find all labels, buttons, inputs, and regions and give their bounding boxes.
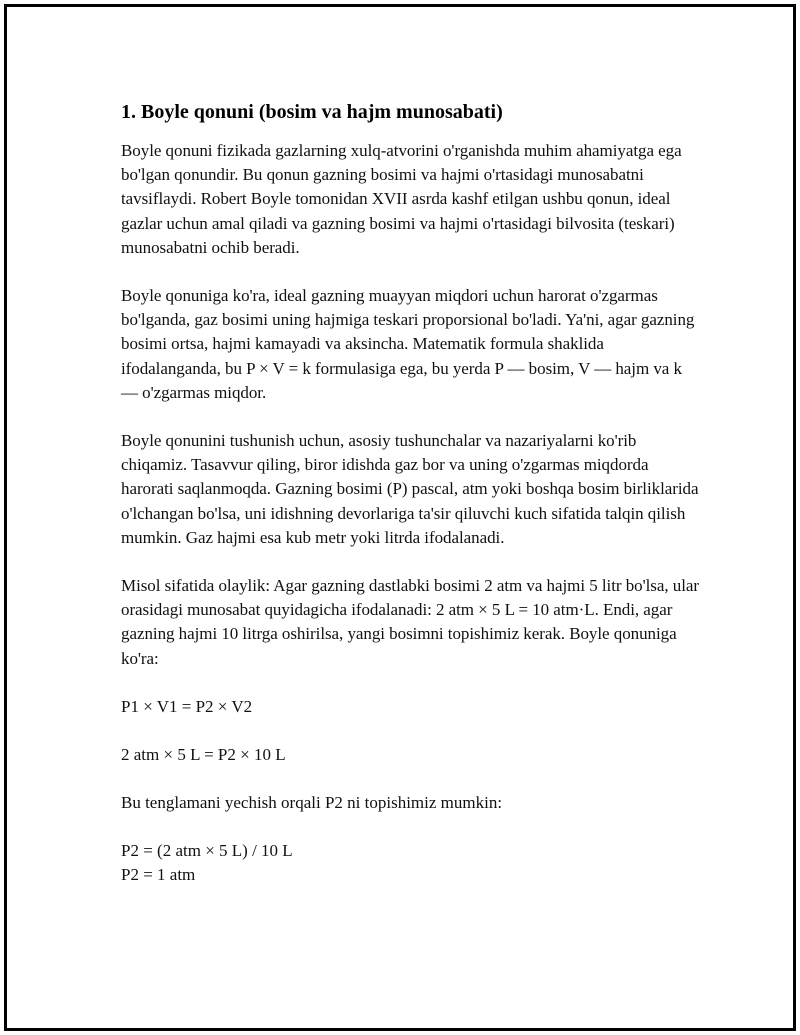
solve-instruction: Bu tenglamani yechish orqali P2 ni topishimiz mumkin: xyxy=(121,792,503,812)
solution-line-1: P2 = (2 atm × 5 L) / 10 L xyxy=(121,840,293,860)
equation-substituted: 2 atm × 5 L = P2 × 10 L xyxy=(121,744,286,764)
paragraph-example: Misol sifatida olaylik: Agar gazning dastlabki bosimi 2 atm va hajmi 5 litr bo'lsa, ular orasidagi munosabat quyidagicha ifodalanadi: 2 atm × 5 L = 10 atm·L. Endi, agar gazning hajmi 10 litrga oshirilsa, yangi bosimni topishimiz kerak. Boyle qonuniga ko'ra: xyxy=(121,576,699,668)
solution-block xyxy=(121,839,701,887)
solution-line-2: P2 = 1 atm xyxy=(121,864,196,884)
equation-general: P1 × V1 = P2 × V2 xyxy=(121,696,253,716)
paragraph-concepts: Boyle qonunini tushunish uchun, asosiy tushunchalar va nazariyalarni ko'rib chiqamiz. Tasavvur qiling, biror idishda gaz bor va uning o'zgarmas miqdorda harorati saqlanmoqda. Gazning bosimi (P) pascal, atm yoki boshqa bosim birliklarida o'lchangan bo'lsa, uni idishning devorlariga ta'sir qiluvchi kuch sifatida talqin qilish mumkin. Gaz hajmi esa kub metr yoki litrda ifodalanadi. xyxy=(121,431,699,547)
paragraph-intro: Boyle qonuni fizikada gazlarning xulq-atvorini o'rganishda muhim ahamiyatga ega bo'lgan qonundir. Bu qonun gazning bosimi va hajmi o'rtasidagi munosabatni tavsiflaydi. Robert Boyle tomonidan XVII asrda kashf etilgan ushbu qonun, ideal gazlar uchun amal qiladi va gazning bosimi va hajmi o'rtasidagi bilvosita (teskari) munosabatni ochib beradi. xyxy=(121,141,682,257)
section-heading: 1. Boyle qonuni (bosim va hajm munosabati) xyxy=(121,101,503,123)
page-frame xyxy=(4,4,796,1031)
document-body xyxy=(121,99,701,887)
paragraph-law-statement: Boyle qonuniga ko'ra, ideal gazning muayyan miqdori uchun harorat o'zgarmas bo'lganda, gaz bosimi uning hajmiga teskari proporsional bo'ladi. Ya'ni, agar gazning bosimi ortsa, hajmi kamayadi va aksincha. Matematik formula shaklida ifodalanganda, bu P × V = k formulasiga ega, bu yerda P — bosim, V — hajm va k — o'zgarmas miqdor. xyxy=(121,286,695,402)
